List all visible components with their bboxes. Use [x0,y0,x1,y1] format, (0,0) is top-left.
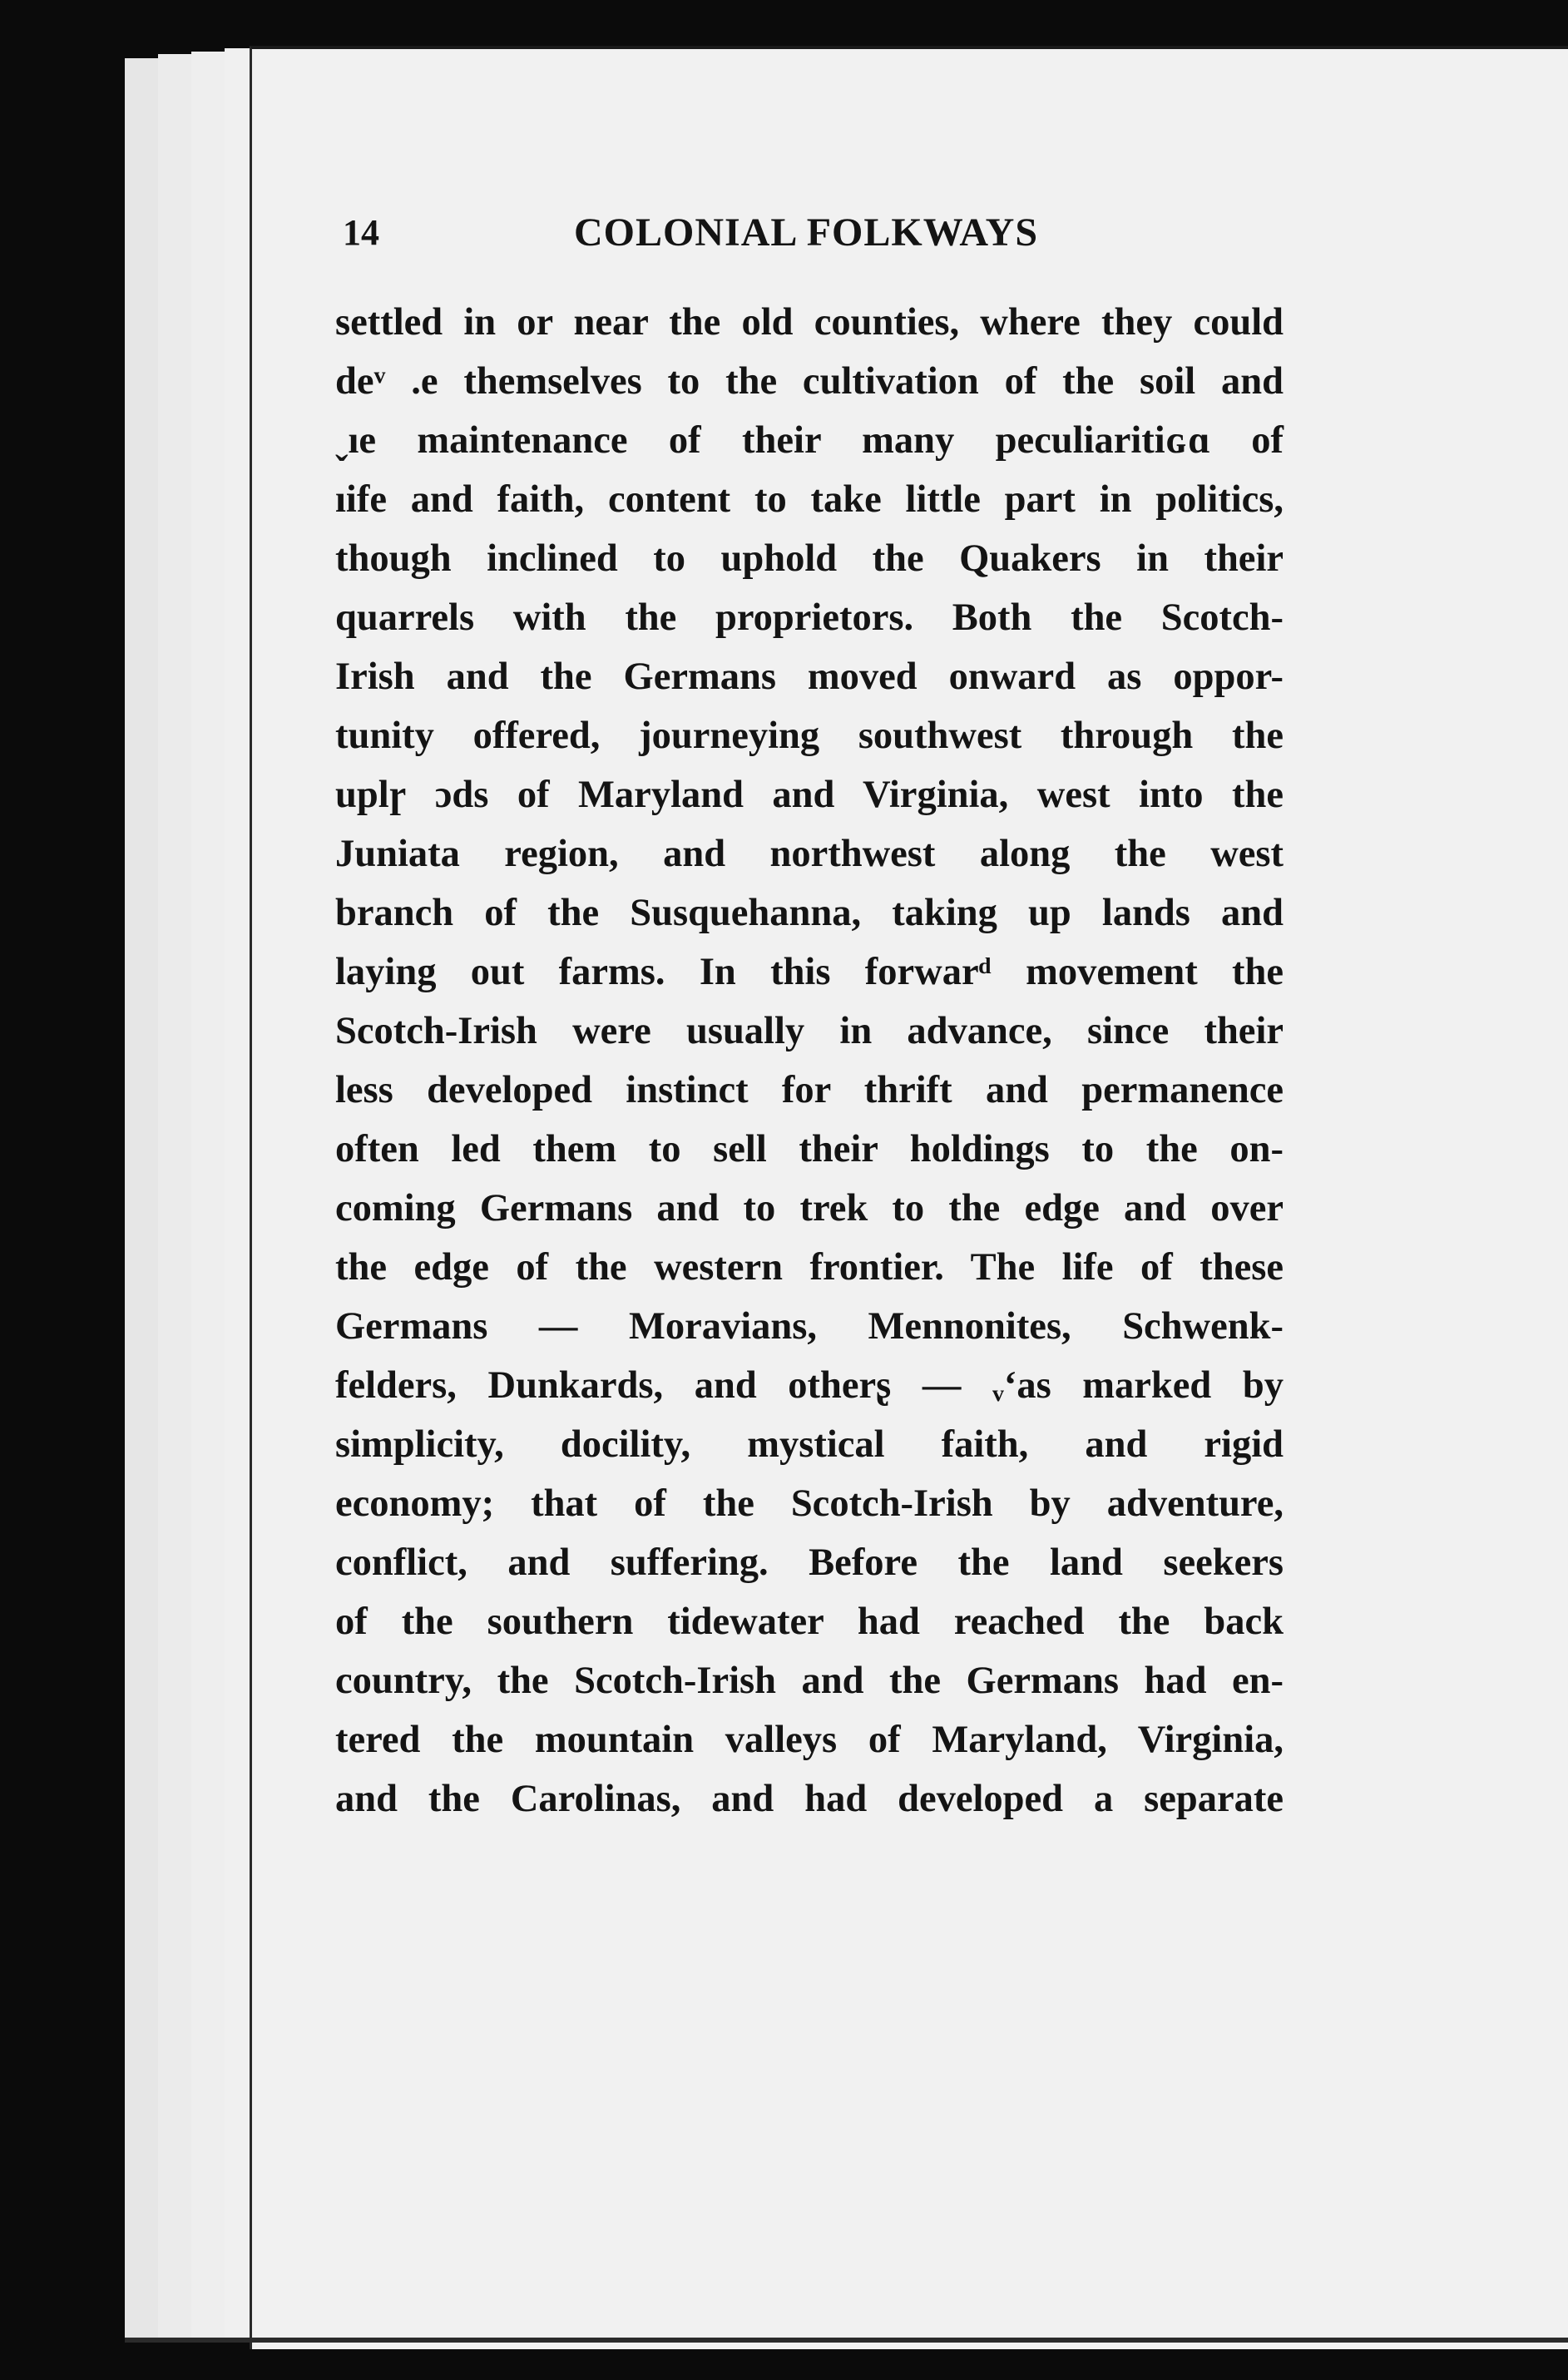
text-line: branch of the Susquehanna, taking up lands and [335,892,1284,934]
page-bottom-edge [125,2338,1568,2343]
page-edge [158,54,193,2338]
text-line: ıife and faith, content to take little part in politics, [335,478,1284,521]
text-line: less developed instinct for thrift and permanence [335,1069,1284,1111]
text-line: economy; that of the Scotch-Irish by adventure, [335,1482,1284,1525]
body-paragraph [335,293,1284,1828]
text-line: often led them to sell their holdings to the on- [335,1128,1284,1170]
text-line: settled in or near the old counties, where they could [335,301,1284,344]
page-edge [225,48,251,2340]
text-line: Irish and the Germans moved onward as oppor- [335,656,1284,698]
running-title: COLONIAL FOLKWAYS [574,210,1039,255]
text-line: deᵛ .e themselves to the cultivation of the soil and [335,360,1284,403]
text-line: coming Germans and to trek to the edge and over [335,1187,1284,1230]
text-line: Scotch-Irish were usually in advance, since their [335,1010,1284,1052]
text-line: of the southern tidewater had reached the back [335,1601,1284,1643]
text-line: country, the Scotch-Irish and the Germans had en- [335,1660,1284,1702]
text-line: though inclined to uphold the Quakers in their [335,537,1284,580]
text-line: tered the mountain valleys of Maryland, Virginia, [335,1719,1284,1761]
page-edge [191,52,226,2339]
text-line: laying out farms. In this forwarᵈ movement the [335,951,1284,993]
text-line: Germans — Moravians, Mennonites, Schwenk- [335,1305,1284,1348]
text-line: quarrels with the proprietors. Both the Scotch- [335,596,1284,639]
page-number: 14 [343,212,379,253]
text-line: simplicity, docility, mystical faith, and rigid [335,1423,1284,1466]
text-line: tunity offered, journeying southwest through the [335,715,1284,757]
page-header [343,200,1324,275]
text-line: felders, Dunkards, and otherʂ — ᵥʻas marked by [335,1364,1284,1407]
text-line: uplɼ ɔds of Maryland and Virginia, west into the [335,774,1284,816]
text-line: conflict, and suffering. Before the land seekers [335,1541,1284,1584]
text-line: Juniata region, and northwest along the west [335,833,1284,875]
text-line: and the Carolinas, and had developed a separate [335,1778,1284,1820]
page-edge [125,58,160,2338]
text-line: ˬıe maintenance of their many peculiaritiɢɑ of [335,419,1284,462]
text-line: the edge of the western frontier. The life of these [335,1246,1284,1289]
